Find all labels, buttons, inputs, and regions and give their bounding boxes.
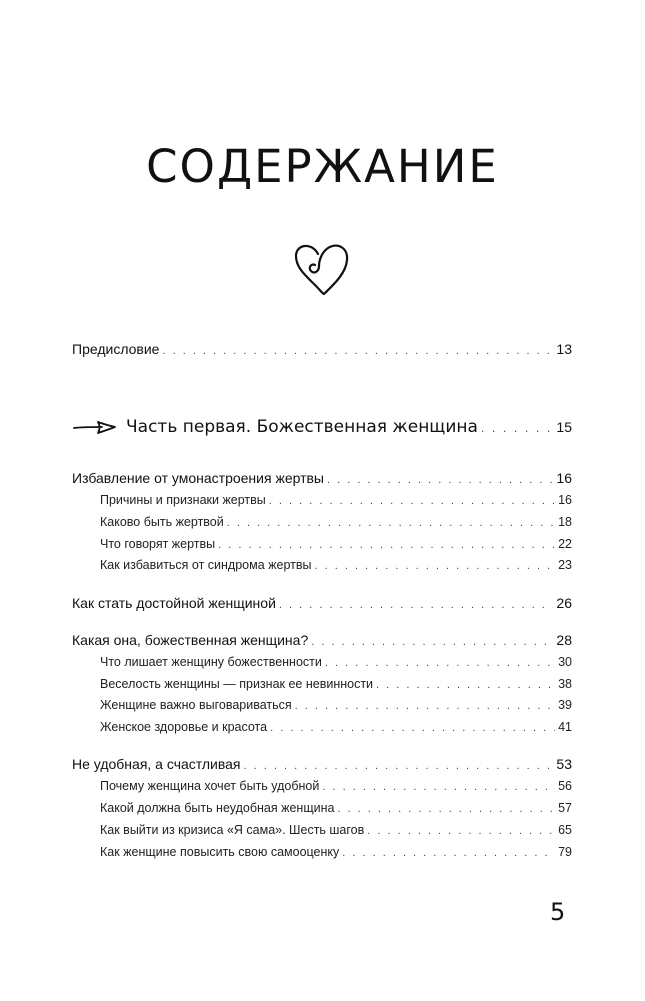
toc-entry-part1[interactable] [72,417,572,437]
toc-entry-page: 15 [556,419,572,435]
toc-entry-page: 53 [556,756,572,772]
toc-part-label: Часть первая. Божественная женщина [126,417,478,437]
page-title: СОДЕРЖАНИЕ [146,140,499,193]
dot-leader [295,700,555,712]
toc-entry-section[interactable] [100,801,572,815]
toc-entry-page: 28 [556,632,572,648]
toc-entry-label: Не удобная, а счастливая [72,756,241,772]
toc-entry-label: Женщине важно выговариваться [100,698,292,712]
dot-leader [269,495,555,507]
toc-entry-page: 57 [558,801,572,815]
toc-entry-section[interactable] [100,677,572,691]
toc-entry-section[interactable] [100,655,572,669]
toc-entry-page: 38 [558,677,572,691]
dot-leader [327,474,553,486]
toc-entry-label: Что говорят жертвы [100,537,216,551]
toc-entry-label: Как выйти из кризиса «Я сама». Шесть шагов [100,823,365,837]
toc-entry-section[interactable] [100,698,572,712]
dot-leader [342,847,555,859]
toc-entry-section[interactable] [100,493,572,507]
toc-entry-section[interactable] [100,558,572,572]
toc-entry-label: Что лишает женщину божественности [100,655,322,669]
toc-entry-page: 41 [558,720,572,734]
toc-entry-label: Какая она, божественная женщина? [72,632,309,648]
dot-leader [162,345,553,357]
dot-leader [311,636,553,648]
dot-leader [322,781,555,793]
toc-entry-section[interactable] [100,537,572,551]
toc-entry-page: 22 [558,537,572,551]
dot-leader [315,560,556,572]
toc-entry-page: 39 [558,698,572,712]
dot-leader [279,599,554,611]
dot-leader [481,422,554,435]
toc-entry-section[interactable] [100,515,572,529]
dot-leader [270,722,555,734]
toc-entry-page: 16 [558,493,572,507]
toc-entry-chapter[interactable] [72,756,572,772]
toc-entry-label: Предисловие [72,341,160,357]
toc-entry-label: Почему женщина хочет быть удобной [100,779,320,793]
heart-doodle-icon [292,240,350,296]
toc-entry-section[interactable] [100,720,572,734]
toc-entry-page: 26 [556,595,572,611]
dot-leader [227,517,555,529]
toc-entry-page: 30 [558,655,572,669]
toc-entry-page: 79 [558,845,572,859]
toc-entry-page: 23 [558,558,572,572]
dot-leader [325,657,555,669]
toc-entry-page: 18 [558,515,572,529]
dot-leader [244,760,554,772]
toc-entry-chapter[interactable] [72,632,572,648]
toc-entry-preface[interactable] [72,341,572,357]
toc-entry-label: Как женщине повысить свою самооценку [100,845,340,859]
toc-entry-label: Как стать достойной женщиной [72,595,276,611]
toc-entry-section[interactable] [100,845,572,859]
dot-leader [218,539,555,551]
dot-leader [367,825,555,837]
toc-entry-page: 13 [556,341,572,357]
toc-entry-label: Избавление от умонастроения жертвы [72,470,324,486]
arrow-right-doodle-icon [72,419,118,435]
dot-leader [337,803,555,815]
page-number: 5 [550,898,566,926]
dot-leader [376,679,555,691]
toc-entry-page: 56 [558,779,572,793]
toc-entry-chapter[interactable] [72,470,572,486]
toc-entry-page: 65 [558,823,572,837]
toc-entry-page: 16 [556,470,572,486]
toc-entry-label: Какой должна быть неудобная женщина [100,801,335,815]
toc-entry-label: Каково быть жертвой [100,515,224,529]
toc-entry-label: Веселость женщины — признак ее невинности [100,677,374,691]
toc-entry-section[interactable] [100,779,572,793]
toc-entry-chapter[interactable] [72,595,572,611]
toc-entry-label: Как избавиться от синдрома жертвы [100,558,312,572]
toc-entry-label: Женское здоровье и красота [100,720,268,734]
toc-entry-section[interactable] [100,823,572,837]
toc-entry-label: Причины и признаки жертвы [100,493,266,507]
